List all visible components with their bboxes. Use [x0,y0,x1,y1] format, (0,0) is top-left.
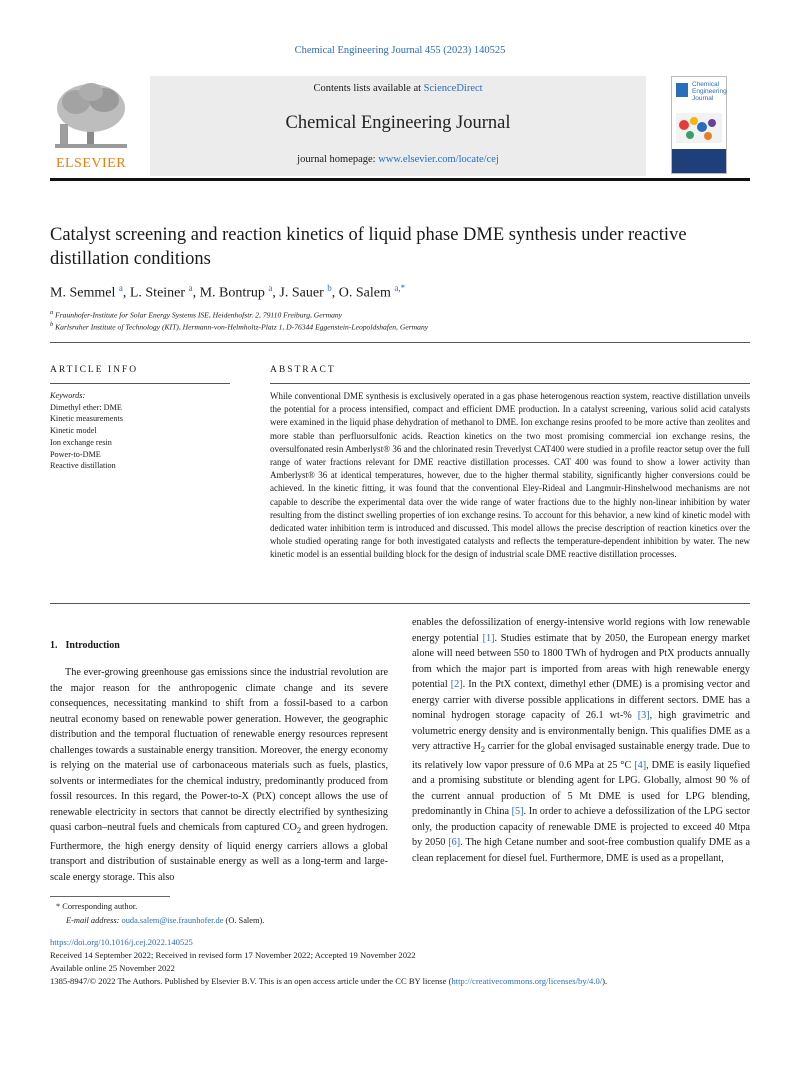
homepage-line [150,154,646,165]
body-text-run: The ever-growing greenhouse gas emissions since the industrial revolution are the major reason for the anthropogenic climate change and its severe consequences, necessitating mankind to shift from a fossil-based to a carbon neutral economy based on renewable power generation. However, the geographic distribution and the temporal fluctuation of renewable energy resources represent challenges towards a sustainable energy transition. Moreover, the energy economy is relying on the material use of carbonaceous materials such as fuels, plastics, solvents or intermediates for the chemical industry, predominantly produced from fossil resources. In this regard, the Power-to-X (PtX) concept allows the use of renewable electricity in sectors that cannot be directly electrified by synthesizing quasi carbon–neutral fuels and chemicals from captured CO [50,667,388,833]
cover-title-line: Engineering [692,88,727,95]
affiliation [50,321,428,332]
author-affiliation-mark[interactable]: b [327,283,332,293]
body-text-run: . In the PtX context, dimethyl ether (DME) is a promising vector and energy carrier with diverse possible applications in different sectors. DME has a nominal hydrogen storage capacity of 26.1 wt-% [412,679,750,721]
abstract-heading: ABSTRACT [270,365,336,375]
section-heading [50,640,120,651]
affiliation-text: Fraunhofer-Institute for Solar Energy Systems ISE, Heidenhofstr. 2, 79110 Freiburg, Germany [55,310,343,320]
keywords-block [50,390,230,472]
email-link[interactable]: ouda.salem@ise.fraunhofer.de [121,916,224,925]
contents-prefix: Contents lists available at [313,83,424,94]
subscript: 2 [296,825,302,836]
journal-homepage-link[interactable]: www.elsevier.com/locate/cej [378,154,499,165]
author-affiliation-mark[interactable]: a,* [394,283,406,293]
affiliation [50,309,342,320]
body-text-run: and green hydrogen. Furthermore, the high energy density of liquid energy carriers allows a global transport and distribution of sustainable energy as well as a long-term and large-scale energy storage. This also [50,822,388,883]
section-rule [50,603,750,604]
doi-link[interactable]: https://doi.org/10.1016/j.cej.2022.140525 [50,937,193,947]
section-title: Introduction [65,640,120,651]
abstract-text: While conventional DME synthesis is exclusively operated in a gas phase heterogenous reaction system, reactive distillation unveils the potential for a process intensified, compact and efficient DME production. In a catalyst screening, various solid acid catalysts were examined in the liquid phase dehydration of methanol to DME. Ion exchange resins proofed to be more active than zeolites and more stable than perfluorsulfonic acids. Reaction kinetics on the two most promising commercial ion exchange resins, the oversulfonated resin Amberlyst® 36 and the chlorinated resin Treverlyst CAT400 were studied in a profile reactor setup over the full range of water fractions relevant for DME reactive distillation processes. CAT 400 was found to show a lower activity than Amberlyst® 36 at identical temperatures, however, due to the higher thermal stability, significantly higher conversions could be achieved. In the kinetic fitting, it was found that the conventional Eley-Rideal and Langmuir-Hinshelwood mechanisms are not capable to describe the experimental data over the wide range of water fractions due to the highly non-linear inhibition by water resulting from the distinct swelling properties of ion exchange resins. To account for this behavior, a new kind of kinetic model with dedicated water inhibition term is introduced and discussed. This model allows the precise description of reaction kinetics over the whole studied operating range for both investigated catalysts and reflects the temperature-dependent inhibition by water. The new kinetic model is an essential building block for the design of industrial scale DME reactive distillation processes. [270,391,750,560]
citation-link[interactable]: [6] [448,837,461,849]
affiliation-mark: a [50,309,54,316]
affiliation-mark: b [50,321,54,328]
cover-title-line: Chemical [692,81,720,88]
cover-artwork-icon [672,77,726,173]
cover-title-line: Journal [692,95,714,102]
citation-link[interactable]: [5] [511,806,524,818]
body-text-run: , high gravimetric and volumetric energy density and is environmentally benign. This qualifies DME as a very attractive H [412,710,750,752]
article-title: Catalyst screening and reaction kinetics of liquid phase DME synthesis under reactive distillation conditions [50,225,687,269]
author-name[interactable]: O. Salem [338,285,391,301]
body-text-right-column [412,615,750,866]
keyword: Power-to-DME [50,449,101,459]
license-suffix: ). [602,976,608,986]
keyword: Ion exchange resin [50,437,112,447]
body-text-run: enables the defossilization of energy-intensive world regions with low renewable energy potential [412,617,750,644]
author-list: M. Semmel $^a$, L. Steiner $^a$, M. Bontrup $^a$, J. Sauer $^b$, O. Salem $^{a,*}$ [50,283,406,301]
author-affiliation-mark[interactable]: a [118,283,123,293]
email-suffix: (O. Salem). [223,916,265,925]
masthead-banner [150,76,646,176]
corresponding-author-note: * Corresponding author. [56,902,138,911]
body-text-left-column [50,665,388,885]
license-link[interactable]: http://creativecommons.org/licenses/by/4.0/ [451,976,603,986]
license-line [50,976,607,986]
abstract-rule [270,383,750,384]
affiliation-text: Karlsruher Institute of Technology (KIT), Hermann-von-Helmholtz-Platz 1, D-76344 Eggenstein-Leopoldshafen, Germany [55,322,429,332]
available-online-date: Available online 25 November 2022 [50,963,175,973]
sciencedirect-link[interactable]: ScienceDirect [423,83,483,94]
citation-link[interactable]: [2] [450,679,463,690]
body-text-run: . The high Cetane number and soot-free combustion qualify DME as a clean replacement for diesel fuel. Furthermore, DME is used as a propellant, [412,837,751,864]
author-affiliation-mark[interactable]: a [268,283,273,293]
keyword: Kinetic model [50,426,97,436]
license-text: 1385-8947/© 2022 The Authors. Published by Elsevier B.V. This is an open access article under the CC BY license ( [50,976,452,986]
masthead-rule [50,178,750,181]
citation-link[interactable]: [1] [482,632,495,644]
author-name[interactable]: M. Bontrup [199,285,265,301]
elsevier-logo[interactable] [50,80,132,172]
keyword: Reactive distillation [50,461,116,471]
author-name[interactable]: J. Sauer [279,285,324,301]
citation-link[interactable]: [3] [637,710,650,721]
author-name[interactable]: M. Semmel [50,285,116,301]
keyword: Dimethyl ether: DME [50,402,122,412]
citation-link[interactable]: [4] [634,759,647,771]
running-head[interactable]: Chemical Engineering Journal 455 (2023) 140525 [294,45,506,56]
section-rule [50,342,750,343]
author-affiliation-mark[interactable]: a [188,283,193,293]
subscript: 2 [480,744,486,755]
footnote-rule [50,896,170,897]
email-label: E-mail address: [66,916,122,925]
body-text-run: . In order to achieve a defossilization of the LPG sector only, the production capacity of renewable DME is projected to exceed 40 Mtpa by 2050 [412,806,750,849]
email-line [56,914,264,928]
article-info-rule [50,383,230,384]
body-text-run: carrier for the global envisaged sustainable energy trade. Due to its relatively low vapor pressure of 0.6 MPa at 25 °C [412,741,751,771]
elsevier-wordmark: ELSEVIER [55,156,127,171]
footnote [56,900,264,928]
article-info-heading: ARTICLE INFO [50,365,139,375]
homepage-prefix: journal homepage: [297,154,379,165]
contents-line [150,83,646,94]
body-text-run: . Studies estimate that by 2050, the European energy market alone will need between 550 to 1800 TWh of hydrogen and PtX products annually from which the major part is imported from areas with high renewable energy potential [412,632,750,690]
section-number: 1. [50,640,58,651]
received-dates: Received 14 September 2022; Received in revised form 17 November 2022; Accepted 19 November 2022 [50,950,416,960]
keyword: Kinetic measurements [50,414,123,424]
journal-masthead [50,76,750,176]
body-text-run: , DME is easily liquefied and a promising substitute or blending agent for LPG. Globally, almost 90 % of the current annual production of 5 Mt DME is used for LPG blending, predominantly in China [412,759,750,818]
journal-cover-thumbnail[interactable] [671,76,727,174]
journal-title[interactable]: Chemical Engineering Journal [285,113,511,133]
keywords-label: Keywords: [50,391,86,400]
author-name[interactable]: L. Steiner [129,285,186,301]
